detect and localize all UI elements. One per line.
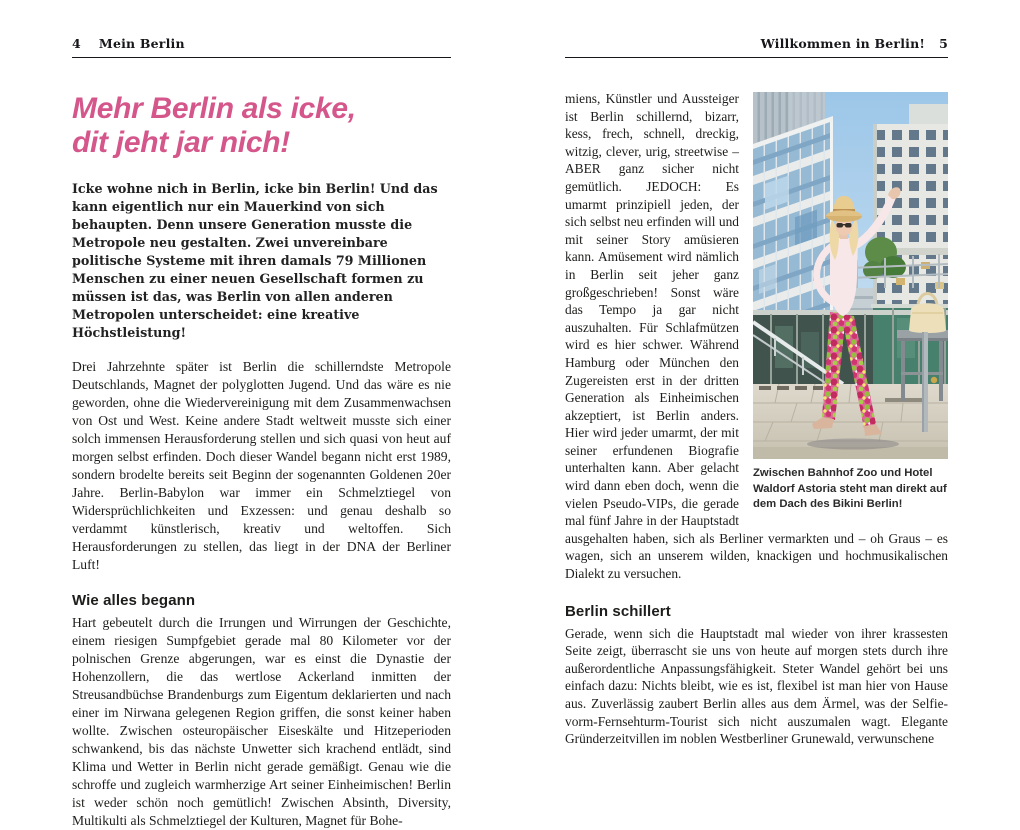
intro-paragraph: Icke wohne nich in Berlin, icke bin Berlin! Und das kann eigentlich nur ein Mauerkind von sich behaupten. Denn unsere Generation musste die Metropole neu gestalten. Zwei unvereinbare politische Systeme mit ihren damals 79 Millionen Menschen zu einer neuen Gesellschaft formen zu müssen ist das, was Berlin von allen anderen Metropolen unterscheidet: eine kreative Höchstleistung! — [72, 181, 438, 340]
page-right — [565, 36, 948, 748]
page-left — [72, 36, 451, 830]
page-number-right: 5 — [939, 36, 948, 51]
right-paragraph-1-wrap — [565, 90, 948, 583]
shadow — [807, 439, 899, 450]
running-head-right-label: Willkommen in Berlin! — [760, 36, 926, 51]
right-paragraph-1: miens, Künstler und Aussteiger ist Berlin schillernd, bizarr, kess, frech, schnell, dreckig, witzig, clever, urig, streetwise – ABER ganz sicher nicht gemütlich. JEDOCH: Es umarmt prinzipiell jeden, der sich selbst neu erfinden will und mit seiner Story amüsieren kann. Amüsement wird nämlich in Berlin seit jeher ganz großgeschrieben! Sonst wäre das Tempo ja gar nicht auszuhalten. Für Schlafmützen wird es hier schwer. Während Hamburg oder München den Zugereisten erst in der dritten Generation als Einheimischen akzeptiert, ist Berlin anders. Hier wird jeder umarmt, der mit seiner erfundenen Biografie unterhalten kann. Aber gelacht wird dann eben doch, wenn die vielen Pseudo-VIPs, die gerade mal fünf Jahre in der Hauptstadt ausgehalten haben, sich als Berliner vermarkten und – oh Graus – es wagen, sich an unserem wilden, knackigen und hochmusikalischen Dialekt zu versuchen. — [565, 91, 948, 582]
photo-caption: Zwischen Bahnhof Zoo und Hotel Waldorf Astoria steht man direkt auf dem Dach des Bikini Berlin! — [753, 467, 947, 510]
rooftop-photo — [753, 92, 948, 459]
running-head-left-label: Mein Berlin — [98, 36, 185, 51]
running-head-right — [565, 36, 948, 58]
running-head-left — [72, 36, 451, 58]
railing-post — [922, 332, 928, 432]
left-paragraph-2: Hart gebeutelt durch die Irrungen und Wirrungen der Geschichte, einem riesigen Sumpfgebiet gerade mal 80 Kilometer vor der polnischen Grenze abgerungen, war es einst die Dynastie der Hohenzollern, die das wertlose Ackerland inmitten der Streusandbüchse Brandenburgs zum Eigentum deklarierten und nach einer im Nirwana gelegenen Region griffen, die sonst keiner haben wollte. Zwischen osteuropäischer Eiseskälte und Hitzeperioden schwankend, bis das nächste Unwetter sich krachend entlädt, sind Klima und Wetter in Berlin nicht gerade gemäßigt. Genau wie die schroffe und zugleich warmherzige Art seiner Einheimischen! Berlin ist weder schön noch gemütlich! Zwischen Absinth, Diversity, Multikulti als Schmelztiegel der Kulturen, Magnet für Bohe- — [72, 615, 451, 828]
right-paragraph-2: Gerade, wenn sich die Hauptstadt mal wieder von ihrer krassesten Seite zeigt, überrascht sie uns von heute auf morgen stets durch ihre außerordentliche Anpassungsfähigkeit. Steter Wandel gehört bei uns einfach dazu: Nichts bleibt, wie es ist, flexibel ist man hier von Hause aus. Zuverlässig zaubert Berlin alles aus dem Ärmel, was der Selfie-vorm-Fernsehturm-Tourist sich nicht auszumalen wagt. Elegante Gründerzeitvillen im noblen Westberliner Grunewald, verwunschene — [565, 625, 948, 747]
page-number-left: 4 — [72, 36, 81, 51]
chapter-title-line1: Mehr Berlin als icke, — [72, 92, 356, 125]
chapter-title — [72, 92, 451, 160]
subhead-wie-alles-begann: Wie alles begann — [72, 592, 196, 609]
rooftop-photo-figure — [753, 92, 948, 513]
subhead-berlin-schillert: Berlin schillert — [565, 602, 671, 620]
chapter-title-line2: dit jeht jar nich! — [72, 126, 290, 159]
left-paragraph-1: Drei Jahrzehnte später ist Berlin die schillerndste Metropole Deutschlands, Magnet der polyglotten Jugend. Und das wäre es nie geworden, ohne die Wiedervereinigung mit dem Zusammenwachsen von Ost und West. Keine andere Stadt weltweit musste sich einer solch immensen Herausforderung stellen und sich quasi von heut auf morgen selbst erfinden. Doch dieser Wandel begann nicht erst 1989, sondern brodelte bereits seit Beginn der sogenannten Goldenen 20er Jahre. Berlin-Babylon war immer ein Schmelztiegel von Widersprüchlichkeiten und Exzessen: und genau deshalb so verdammt künstlerisch, kreativ und weltoffen. Sich Herausforderungen zu stellen, das liegt in der DNA der Berliner Luft! — [72, 359, 451, 572]
